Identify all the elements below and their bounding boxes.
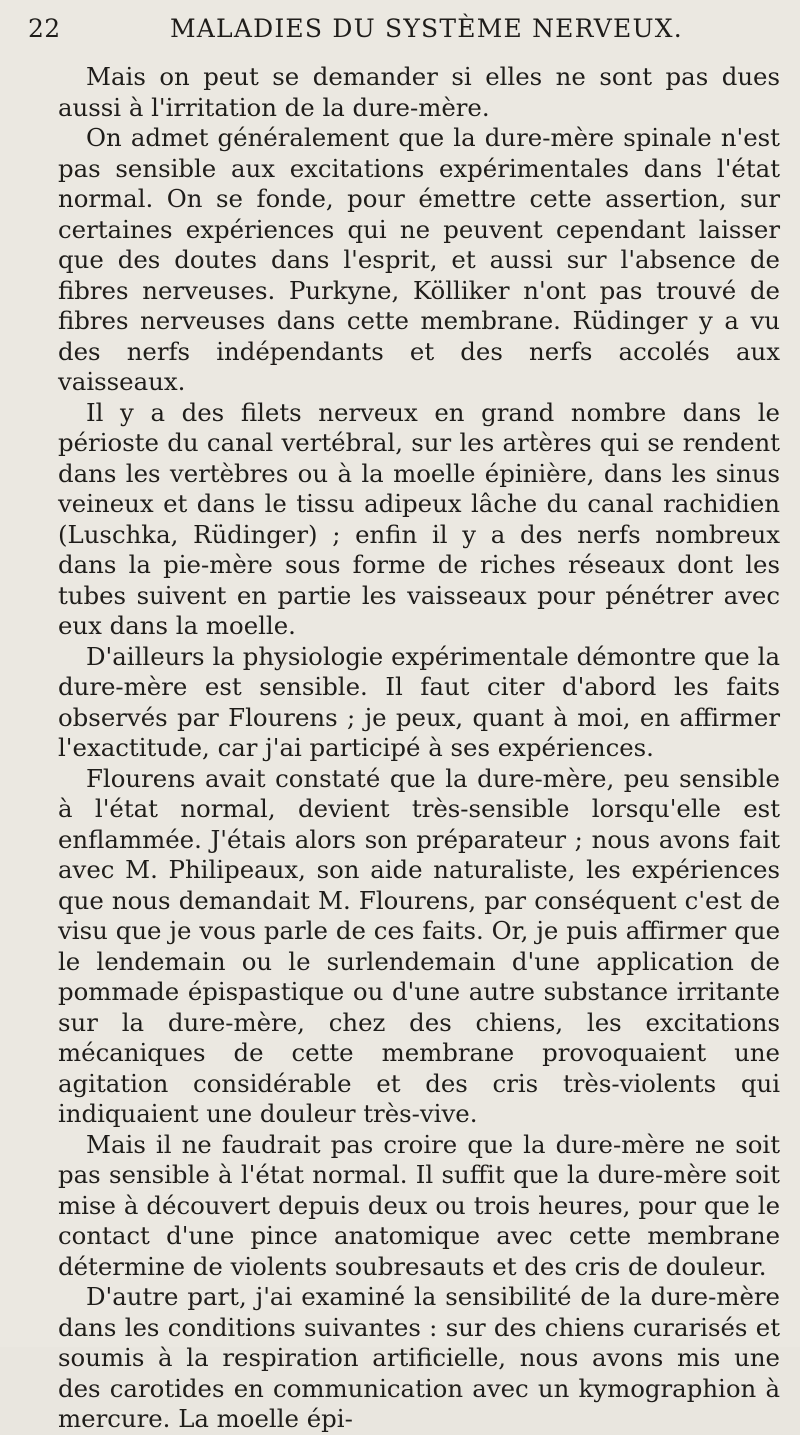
paragraph-3: Il y a des filets nerveux en grand nombre dans le périoste du canal vertébral, sur les artères qui se rendent dans les vertèbres ou à la moelle épinière, dans les sinus veineux et dans le tissu adipeux lâche du canal rachidien (Luschka, Rüdinger) ; enfin il y a des nerfs nombreux dans la pie-mère sous forme de riches réseaux dont les tubes suivent en partie les vaisseaux pour pénétrer avec eux dans la moelle. bbox=[58, 397, 780, 640]
paragraph-6: Mais il ne faudrait pas croire que la dure-mère ne soit pas sensible à l'état normal. Il suffit que la dure-mère soit mise à découvert depuis deux ou trois heures, pour que le contact d'une pince anatomique avec cette membrane détermine de violents soubresauts et des cris de douleur. bbox=[58, 1129, 780, 1281]
paragraph-5: Flourens avait constaté que la dure-mère, peu sensible à l'état normal, devient très-sensible lorsqu'elle est enflammée. J'étais alors son préparateur ; nous avons fait avec M. Philipeaux, son aide naturaliste, les expériences que nous demandait M. Flourens, par conséquent c'est de visu que je vous parle de ces faits. Or, je puis affirmer que le lendemain ou le surlendemain d'une application de pommade épispastique ou d'une autre substance irritante sur la dure-mère, chez des chiens, les excitations mécaniques de cette membrane provoquaient une agitation considérable et des cris très-violents qui indiquaient une douleur très-vive. bbox=[58, 763, 780, 1128]
paragraph-4: D'ailleurs la physiologie expérimentale démontre que la dure-mère est sensible. Il faut citer d'abord les faits observés par Flourens ; je peux, quant à moi, en affirmer l'exactitude, car j'ai participé à ses expériences. bbox=[58, 641, 780, 762]
paragraph-1: Mais on peut se demander si elles ne sont pas dues aussi à l'irritation de la dure-mère. bbox=[58, 62, 780, 122]
body-text bbox=[58, 62, 780, 1435]
page-number: 22 bbox=[28, 14, 61, 43]
paragraph-2: On admet généralement que la dure-mère spinale n'est pas sensible aux excitations expérimentales dans l'état normal. On se fonde, pour émettre cette assertion, sur certaines expériences qui ne peuvent cependant laisser que des doutes dans l'esprit, et aussi sur l'absence de fibres nerveuses. Purkyne, Kölliker n'ont pas trouvé de fibres nerveuses dans cette membrane. Rüdinger y a vu des nerfs indépendants et des nerfs accolés aux vaisseaux. bbox=[58, 123, 780, 396]
paragraph-7: D'autre part, j'ai examiné la sensibilité de la dure-mère dans les conditions suivantes : sur des chiens curarisés et soumis à la respiration artificielle, nous avons mis une des carotides en communication avec un kymographion à mercure. La moelle épi- bbox=[58, 1282, 780, 1433]
running-head: MALADIES DU SYSTÈME NERVEUX. bbox=[170, 14, 683, 43]
page-header bbox=[28, 14, 788, 50]
